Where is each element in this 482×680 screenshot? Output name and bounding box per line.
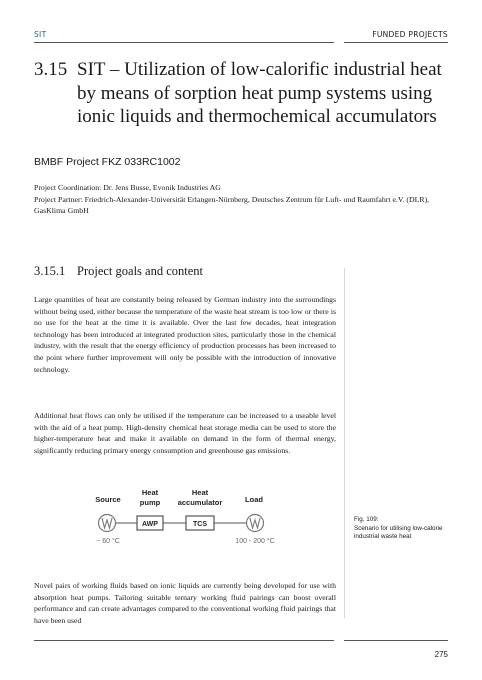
header-divider [34, 42, 334, 43]
header-chapter-title: FUNDED PROJECTS [372, 30, 448, 39]
awp-label: AWP [142, 521, 158, 528]
project-id: BMBF Project FKZ 033RC1002 [34, 156, 181, 168]
load-temperature: 100 - 200 °C [235, 538, 275, 545]
coordination-line: Project Coordination: Dr. Jens Busse, Evonik Industries AG [34, 183, 221, 192]
partner-line: Project Partner: Friedrich-Alexander-Universität Erlangen-Nürnberg, Deutsches Zentrum für Luft- und Raumfahrt e.V. (DLR), GasKlima GmbH [34, 194, 430, 215]
load-heat-exchanger-icon [247, 515, 264, 532]
heat-accumulator-label-line2: accumulator [177, 498, 223, 507]
footer-divider-margin [344, 640, 448, 641]
source-label: Source [95, 495, 121, 504]
subsection-number: 3.15.1 [34, 264, 66, 278]
body-paragraph: Novel pairs of working fluids based on ionic liquids are currently being developed for use with absorption heat pumps. Tailoring suitable ternary working fluid pairings can boost overall performance and can create advantages compared to the conventional working fluid pairings that have been used [34, 581, 336, 625]
figure-number: Fig. 109: [354, 516, 379, 523]
body-paragraph: Additional heat flows can only be utilised if the temperature can be increased to a useable level with the aid of a heat pump. High-density chemical heat storage media can be used to store the higher-temperature heat and make it available on demand in the form of thermal energy, significantly reducing primary energy consumption and greenhouse gas emissions. [34, 411, 336, 455]
footer-divider [34, 640, 334, 641]
heat-accumulator-label-line1: Heat [191, 488, 209, 497]
page-number: 275 [434, 650, 448, 659]
project-coordination [34, 182, 434, 217]
heat-flow-diagram [80, 484, 300, 554]
body-paragraph: Large quantities of heat are constantly being released by German industry into the surroundings without being used, either because the temperature of the waste heat stream is too low or there is no use for the heat at the time it is available. Over the last few decades, heat integration technology has been introduced at integrated production sites, particularly those in the chemical industry, with the result that the energy efficiency of production processes has been increased to the point where further improvement will only be possible with the introduction of innovative technology. [34, 295, 336, 374]
load-label: Load [245, 495, 263, 504]
heat-pump-label-line1: Heat [141, 488, 159, 497]
header-section-tag: SIT [34, 30, 47, 39]
source-temperature: ~ 60 °C [96, 538, 120, 545]
margin-column-divider [344, 268, 345, 618]
figure-caption-text: Scenario for utilising low-calorie industrial waste heat [354, 524, 443, 540]
subsection-title: Project goals and content [77, 264, 204, 278]
tcs-label: TCS [193, 521, 207, 528]
header-divider-margin [344, 42, 448, 43]
section-title: SIT – Utilization of low-calorific industrial heat by means of sorption heat pump systems using ionic liquids and thermochemical accumulators [77, 59, 442, 127]
source-heat-exchanger-icon [99, 515, 116, 532]
heat-pump-label-line2: pump [139, 498, 161, 507]
section-number: 3.15 [34, 59, 68, 80]
figure-caption [354, 516, 459, 542]
